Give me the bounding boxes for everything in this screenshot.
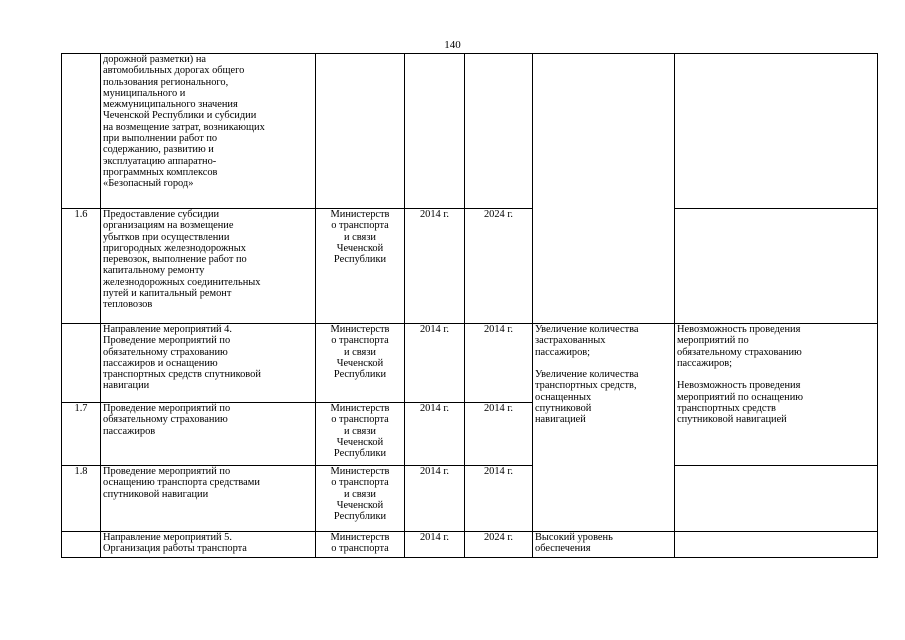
table-row — [62, 209, 878, 324]
result-cell — [533, 54, 675, 324]
start-year: 2014 г. — [405, 209, 465, 324]
start-year: 2014 г. — [405, 466, 465, 532]
risk-cell — [675, 209, 878, 324]
risk-description: Невозможность проведения мероприятий по обязательному страхованию пассажиров; Невозможность проведения мероприятий по оснащению транспортных средств спутниковой навигацией — [675, 324, 878, 466]
measures-table — [61, 53, 878, 558]
expected-result: Увеличение количества застрахованных пассажиров; Увеличение количества транспортных средств, оснащенных спутниковой навигацией — [533, 324, 675, 532]
row-number — [62, 532, 101, 558]
row-number: 1.7 — [62, 403, 101, 466]
end-year: 2014 г. — [465, 466, 533, 532]
risk-description — [675, 532, 878, 558]
row-number: 1.6 — [62, 209, 101, 324]
measure-name: Направление мероприятий 4. Проведение мероприятий по обязательному страхованию пассажиров и оснащению транспортных средств спутниковой навигации — [101, 324, 316, 403]
row-number: 1.8 — [62, 466, 101, 532]
executor-cell: Министерств о транспорта и связи Чеченской Республики — [316, 466, 405, 532]
measure-name: Предоставление субсидии организациям на возмещение убытков при осуществлении пригородных железнодорожных перевозок, выполнение работ по капитальному ремонту железнодорожных соединительных путей и капитальный ремонт тепловозов — [101, 209, 316, 324]
start-year — [405, 54, 465, 209]
table-row — [62, 54, 878, 209]
measure-name: Направление мероприятий 5. Организация работы транспорта — [101, 532, 316, 558]
measure-name: дорожной разметки) на автомобильных дорогах общего пользования регионального, муниципального и межмуниципального значения Чеченской Республики и субсидии на возмещение затрат, возникающих при выполнении работ по содержанию, развитию и эксплуатацию аппаратно- программных комплексов «Безопасный город» — [101, 54, 316, 209]
table-row — [62, 532, 878, 558]
measure-name: Проведение мероприятий по оснащению транспорта средствами спутниковой навигации — [101, 466, 316, 532]
table-row — [62, 324, 878, 403]
risk-cell — [675, 466, 878, 532]
executor-cell — [316, 54, 405, 209]
expected-result: Высокий уровень обеспечения — [533, 532, 675, 558]
executor-cell: Министерств о транспорта и связи Чеченской Республики — [316, 403, 405, 466]
end-year — [465, 54, 533, 209]
start-year: 2014 г. — [405, 532, 465, 558]
risk-cell — [675, 54, 878, 209]
start-year: 2014 г. — [405, 403, 465, 466]
executor-cell: Министерств о транспорта — [316, 532, 405, 558]
executor-cell: Министерств о транспорта и связи Чеченской Республики — [316, 324, 405, 403]
executor-cell: Министерств о транспорта и связи Чеченской Республики — [316, 209, 405, 324]
page-number: 140 — [444, 39, 461, 51]
end-year: 2014 г. — [465, 403, 533, 466]
measure-name: Проведение мероприятий по обязательному страхованию пассажиров — [101, 403, 316, 466]
end-year: 2014 г. — [465, 324, 533, 403]
row-number — [62, 324, 101, 403]
start-year: 2014 г. — [405, 324, 465, 403]
row-number — [62, 54, 101, 209]
end-year: 2024 г. — [465, 209, 533, 324]
end-year: 2024 г. — [465, 532, 533, 558]
table-row — [62, 466, 878, 532]
